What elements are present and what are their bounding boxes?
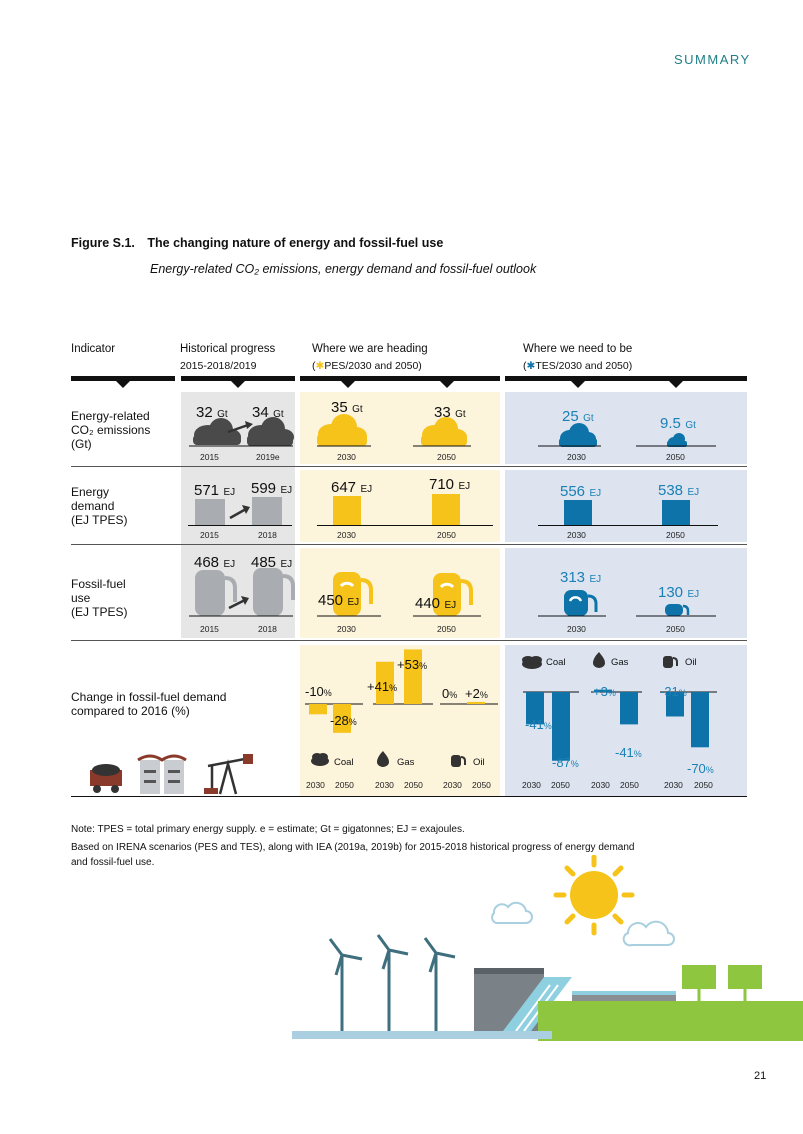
tes-coal-icon bbox=[521, 654, 543, 669]
cloud-tes-2050-icon bbox=[667, 433, 687, 447]
co2-2019-value: 34 Gt bbox=[252, 404, 284, 421]
tes-change-svg-coal-label-1: -87% bbox=[552, 755, 579, 770]
change-year-pes-gas-2030: 2030 bbox=[375, 780, 394, 790]
pump-tes-2030-icon bbox=[564, 590, 596, 616]
wind-turbine-icons bbox=[330, 935, 455, 1033]
tes-change-svg-gas-label-0: +3% bbox=[593, 684, 616, 699]
water bbox=[292, 1031, 552, 1039]
row-co2-label: Energy-related CO₂ emissions (Gt) bbox=[71, 409, 151, 451]
col-need-sub: (✱TES/2030 and 2050) bbox=[523, 360, 633, 372]
change-year-tes-coal-2050: 2050 bbox=[551, 780, 570, 790]
pump-tes-2050-icon bbox=[665, 604, 688, 616]
fossil-year-tes-2030: 2030 bbox=[567, 624, 586, 634]
cloud-pes-2030-icon bbox=[317, 414, 367, 446]
row-fossil-label: Fossil-fuel use (EJ TPES) bbox=[71, 577, 128, 619]
pump-2015-icon bbox=[195, 570, 235, 616]
indicator-arrow bbox=[116, 381, 130, 388]
demand-pes-baseline bbox=[317, 525, 493, 526]
pes-change-svg-oil-label-1: +2% bbox=[465, 686, 488, 701]
co2-tes-2030-value: 25 Gt bbox=[562, 408, 594, 425]
change-year-pes-coal-2050: 2050 bbox=[335, 780, 354, 790]
col-historical-sub: 2015-2018/2019 bbox=[180, 360, 257, 372]
col-indicator: Indicator bbox=[71, 343, 116, 355]
renewable-landscape-illustration bbox=[290, 855, 803, 1045]
row-separator-1 bbox=[71, 466, 747, 467]
demand-year-pes-2050: 2050 bbox=[437, 530, 456, 540]
tes-gas-label: Gas bbox=[611, 657, 629, 668]
co2-pes-2050-value: 33 Gt bbox=[434, 404, 466, 421]
demand-hist-baseline bbox=[188, 525, 292, 526]
row-separator-4 bbox=[71, 796, 747, 797]
cloud-2015-icon bbox=[193, 418, 241, 445]
tes-change-svg-oil-label-1: -70% bbox=[687, 761, 714, 776]
demand-2018-value: 599 EJ bbox=[251, 480, 293, 497]
note-line-2: Based on IRENA scenarios (PES and TES), along with IEA (2019a, 2019b) for 2015-2018 historical progress of energy demand bbox=[71, 842, 635, 853]
need-arrow-2 bbox=[669, 381, 683, 388]
tes-star-icon: ✱ bbox=[526, 360, 536, 372]
tes-gas-icon bbox=[592, 651, 606, 668]
tes-oil-icon bbox=[661, 651, 679, 668]
page-number: 21 bbox=[754, 1070, 767, 1082]
tes-change-svg-gas-label-1: -41% bbox=[615, 745, 642, 760]
fossil-tes-2030-value: 313 EJ bbox=[560, 569, 602, 586]
co2-year-pes-2030: 2030 bbox=[337, 452, 356, 462]
note-line-3: and fossil-fuel use. bbox=[71, 857, 155, 868]
demand-pes-2030-value: 647 EJ bbox=[331, 479, 373, 496]
heading-arrow-2 bbox=[440, 381, 454, 388]
coal-cart-icon bbox=[90, 764, 122, 793]
pes-change-svg-coal-bar-0 bbox=[309, 704, 327, 714]
row-change-label: Change in fossil-fuel demand compared to 2016 (%) bbox=[71, 690, 227, 718]
pes-oil-icon bbox=[449, 750, 467, 767]
demand-2015-bar bbox=[195, 499, 225, 525]
change-year-pes-coal-2030: 2030 bbox=[306, 780, 325, 790]
demand-trend-arrow-icon bbox=[228, 504, 252, 520]
fossil-2018-value: 485 EJ bbox=[251, 554, 293, 571]
change-year-tes-gas-2050: 2050 bbox=[620, 780, 639, 790]
demand-2015-value: 571 EJ bbox=[194, 482, 236, 499]
tes-oil-label: Oil bbox=[685, 657, 697, 668]
demand-tes-baseline bbox=[538, 525, 718, 526]
fossil-year-pes-2050: 2050 bbox=[437, 624, 456, 634]
pes-oil-label: Oil bbox=[473, 757, 485, 768]
pes-gas-icon bbox=[376, 750, 390, 767]
pump-2018-icon bbox=[253, 568, 293, 616]
section-header: SUMMARY bbox=[674, 52, 751, 67]
demand-year-2018: 2018 bbox=[258, 530, 277, 540]
pes-change-svg-gas-label-0: +41% bbox=[367, 679, 398, 694]
change-year-pes-oil-2050: 2050 bbox=[472, 780, 491, 790]
figure-subtitle: Energy-related CO₂ emissions, energy demand and fossil-fuel outlook bbox=[150, 262, 537, 276]
cloud-icon-2 bbox=[624, 922, 674, 946]
demand-year-pes-2030: 2030 bbox=[337, 530, 356, 540]
fossil-tes-2050-value: 130 EJ bbox=[658, 584, 700, 601]
pes-change-svg-coal-label-0: -10% bbox=[305, 684, 332, 699]
pes-gas-label: Gas bbox=[397, 757, 415, 768]
tes-change-svg-gas-bar-1 bbox=[620, 692, 638, 724]
tes-change-svg-oil-label-0: -31% bbox=[660, 684, 687, 699]
co2-year-tes-2030: 2030 bbox=[567, 452, 586, 462]
cloud-icon bbox=[492, 903, 532, 923]
grass bbox=[538, 1001, 803, 1041]
fossil-2015-value: 468 EJ bbox=[194, 554, 236, 571]
demand-pes-2050-value: 710 EJ bbox=[429, 476, 471, 493]
row-demand-label: Energy demand (EJ TPES) bbox=[71, 485, 128, 527]
change-year-tes-oil-2030: 2030 bbox=[664, 780, 683, 790]
refinery-icon bbox=[138, 756, 186, 794]
heading-arrow-1 bbox=[341, 381, 355, 388]
col-heading-sub: (✱PES/2030 and 2050) bbox=[312, 360, 422, 372]
col-need-title: Where we need to be bbox=[523, 343, 633, 355]
solar-panel-icons bbox=[682, 965, 762, 1001]
co2-year-2015: 2015 bbox=[200, 452, 219, 462]
demand-year-tes-2030: 2030 bbox=[567, 530, 586, 540]
row-separator-2 bbox=[71, 544, 747, 545]
pes-change-chart bbox=[300, 645, 500, 795]
change-year-tes-gas-2030: 2030 bbox=[591, 780, 610, 790]
tes-change-svg-coal-bar-1 bbox=[552, 692, 570, 761]
tes-change-svg-oil-bar-1 bbox=[691, 692, 709, 747]
pes-change-svg-oil-label-0: 0% bbox=[442, 686, 458, 701]
demand-tes-2050-value: 538 EJ bbox=[658, 482, 700, 499]
industry-illustration bbox=[88, 750, 258, 796]
change-year-pes-oil-2030: 2030 bbox=[443, 780, 462, 790]
pes-change-svg-oil-bar-1 bbox=[467, 702, 485, 704]
pes-coal-icon bbox=[310, 752, 330, 766]
tes-change-svg-coal-label-0: -41% bbox=[525, 717, 552, 732]
change-year-tes-coal-2030: 2030 bbox=[522, 780, 541, 790]
co2-2015-value: 32 Gt bbox=[196, 404, 228, 421]
cloud-tes-2030-icon bbox=[559, 423, 597, 447]
historical-arrow bbox=[231, 381, 245, 388]
fossil-pes-2050-value: 440 EJ bbox=[415, 595, 457, 612]
co2-year-pes-2050: 2050 bbox=[437, 452, 456, 462]
fossil-year-tes-2050: 2050 bbox=[666, 624, 685, 634]
pes-coal-label: Coal bbox=[334, 757, 354, 768]
co2-pes-2030-value: 35 Gt bbox=[331, 399, 363, 416]
sun-icon bbox=[556, 857, 632, 933]
bg-gap-row1 bbox=[300, 464, 747, 470]
demand-pes-2050-bar bbox=[432, 494, 460, 525]
fossil-year-2015: 2015 bbox=[200, 624, 219, 634]
col-historical-title: Historical progress bbox=[180, 343, 276, 355]
change-year-pes-gas-2050: 2050 bbox=[404, 780, 423, 790]
note-line-1: Note: TPES = total primary energy supply. e = estimate; Gt = gigatonnes; EJ = exajoules. bbox=[71, 824, 465, 835]
pes-change-svg-coal-label-1: -28% bbox=[330, 713, 357, 728]
need-arrow-1 bbox=[571, 381, 585, 388]
fossil-pes-2030-value: 450 EJ bbox=[318, 592, 360, 609]
need-bar bbox=[505, 376, 747, 381]
demand-tes-2030-bar bbox=[564, 500, 592, 525]
change-year-tes-oil-2050: 2050 bbox=[694, 780, 713, 790]
demand-tes-2050-bar bbox=[662, 500, 690, 525]
demand-year-2015: 2015 bbox=[200, 530, 219, 540]
demand-tes-2030-value: 556 EJ bbox=[560, 483, 602, 500]
co2-tes-2050-value: 9.5 Gt bbox=[660, 415, 696, 432]
col-heading-title: Where we are heading bbox=[312, 343, 428, 355]
oil-pumpjack-icon bbox=[204, 754, 253, 794]
co2-year-2019: 2019e bbox=[256, 452, 280, 462]
pes-change-svg-gas-label-1: +53% bbox=[397, 657, 428, 672]
row-separator-3 bbox=[71, 640, 747, 641]
demand-pes-2030-bar bbox=[333, 496, 361, 525]
demand-2018-bar bbox=[252, 497, 282, 525]
tes-coal-label: Coal bbox=[546, 657, 566, 668]
figure-title: Figure S.1. The changing nature of energy and fossil-fuel use bbox=[71, 236, 444, 250]
pes-star-icon: ✱ bbox=[315, 360, 325, 372]
fossil-year-pes-2030: 2030 bbox=[337, 624, 356, 634]
heading-bar bbox=[300, 376, 500, 381]
co2-year-tes-2050: 2050 bbox=[666, 452, 685, 462]
fossil-year-2018: 2018 bbox=[258, 624, 277, 634]
demand-year-tes-2050: 2050 bbox=[666, 530, 685, 540]
